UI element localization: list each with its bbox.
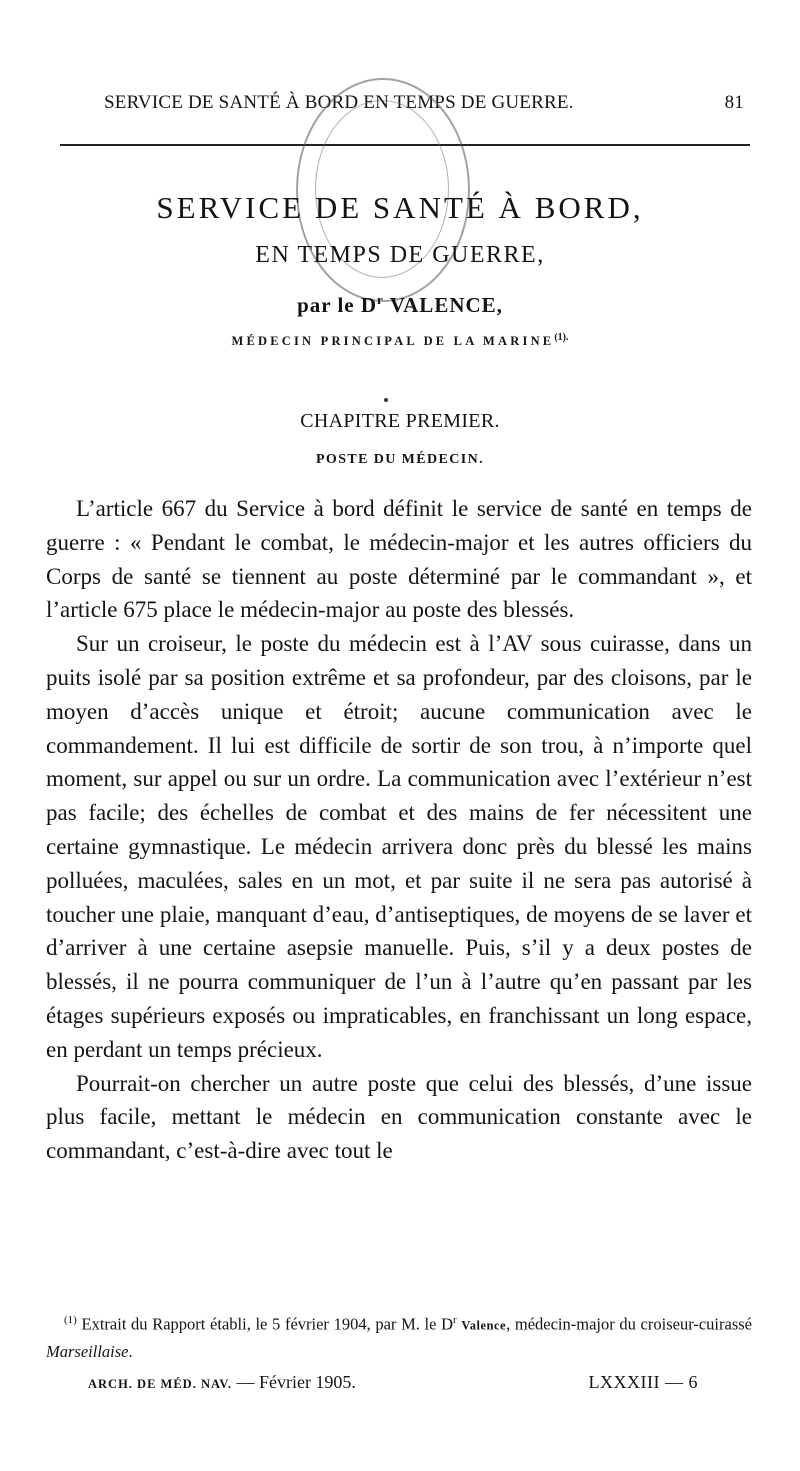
author-rank	[0, 332, 800, 349]
footnote	[46, 1308, 752, 1364]
footnote-name: Valence	[461, 1318, 507, 1333]
author-name: VALENCE,	[389, 293, 503, 317]
ornament-dot	[384, 398, 388, 402]
paragraph: L’article 667 du Service à bord définit le service de santé en temps de guerre : « Pendant le combat, le médecin-major et les autres officiers du Corps de santé se tiennent au poste déterminé par le commandant », et l’article 675 place le médecin-major au poste des blessés.	[46, 496, 752, 623]
footnote-ship: Marseillaise	[46, 1341, 129, 1361]
footnote-paragraph	[46, 1308, 752, 1364]
rank-note: (1).	[554, 332, 569, 343]
chapter-title: CHAPITRE PREMIER.	[300, 410, 500, 432]
footer-journal-line	[88, 1372, 356, 1393]
paragraph: Pourrait-on chercher un autre poste que celui des blessés, d’une issue plus facile, mettant le médecin en communication constante avec le commandant, c’est-à-dire avec tout le	[46, 1070, 752, 1164]
footnote-end: .	[128, 1341, 133, 1361]
footer-signature: LXXXIII — 6	[588, 1372, 698, 1392]
footnote-text-b: , médecin-major du croiseur-cuirassé	[506, 1314, 753, 1334]
author-line	[0, 292, 800, 318]
footnote-mark: (1)	[64, 1314, 77, 1326]
author-prefix: par le D	[297, 293, 378, 317]
paragraph: Sur un croiseur, le poste du médecin est à l’AV sous cuirasse, dans un puits isolé par sa position extrême et sa profondeur, par des cloisons, par le moyen d’accès unique et étroit; aucune communication avec le commandement. Il lui est difficile de sortir de son trou, à n’importe quel moment, sur appel ou sur un ordre. La communication avec l’extérieur n’est pas facile; des échelles de combat et des mains de fer nécessitent une certaine gymnastique. Le médecin arrivera donc près du blessé les mains polluées, maculées, sales en un mot, et par suite il ne sera pas autorisé à toucher une plaie, manquant d’eau, d’antiseptiques, de moyens de se laver et d’arriver à une certaine asepsie manuelle. Puis, s’il y a deux postes de blessés, il ne pourra communiquer de l’un à l’autre qu’en passant par les étages supérieurs exposés ou impraticables, en franchissant un long espace, en perdant un temps précieux.	[46, 631, 752, 1062]
body-text	[46, 492, 752, 1168]
page-footer	[88, 1372, 698, 1398]
footnote-text-a: Extrait du Rapport établi, le 5 février 1904, par M. le D	[81, 1314, 454, 1334]
footer-journal: ARCH. DE MÉD. NAV.	[88, 1377, 232, 1391]
article-title: SERVICE DE SANTÉ À BORD,	[156, 190, 644, 225]
page-number: 81	[724, 92, 744, 113]
running-head-title: SERVICE DE SANTÉ À BORD EN TEMPS DE GUERRE.	[104, 92, 574, 113]
footnote-sup: r	[453, 1314, 457, 1326]
article-subtitle: EN TEMPS DE GUERRE,	[255, 242, 545, 268]
author-sup: r	[377, 292, 384, 307]
footer-date: — Février 1905.	[236, 1372, 356, 1392]
section-title: POSTE DU MÉDECIN.	[315, 452, 485, 467]
rank-text: MÉDECIN PRINCIPAL DE LA MARINE	[231, 334, 555, 349]
